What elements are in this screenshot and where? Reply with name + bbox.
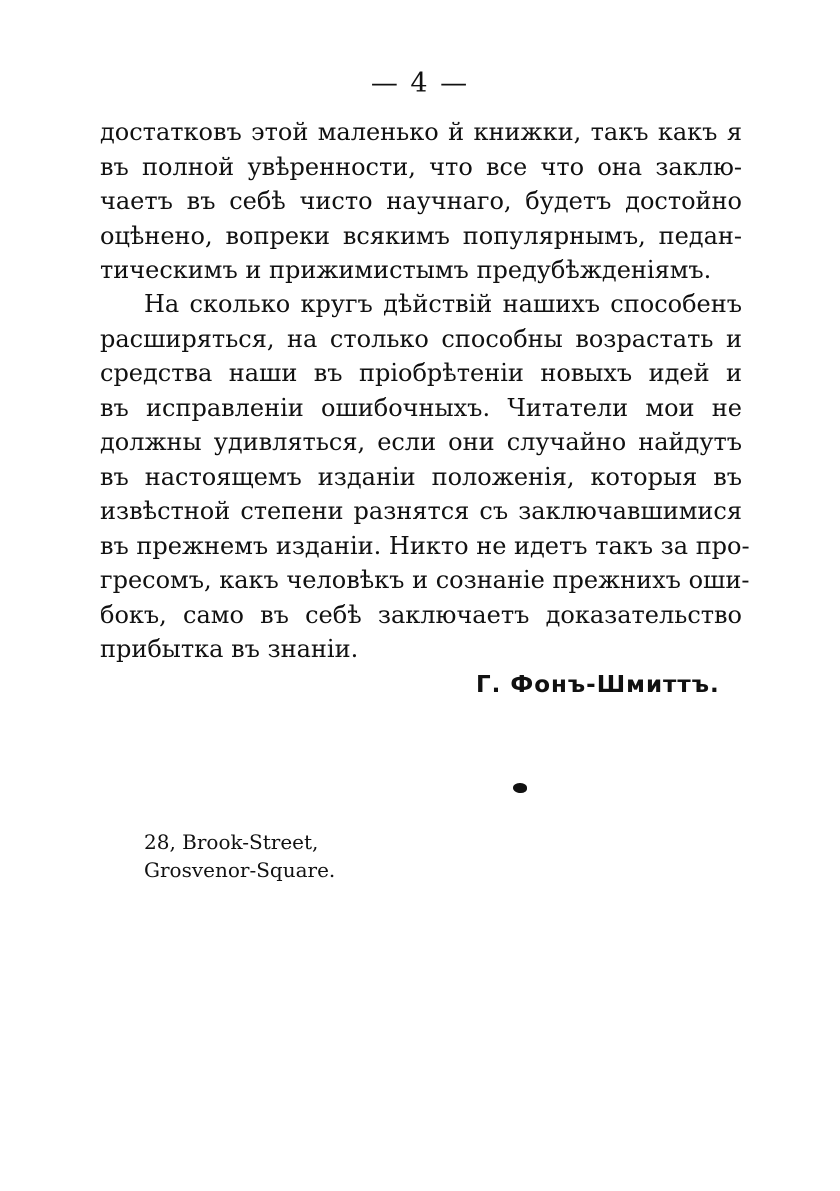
signature: Г. Фонъ-Шмиттъ. [476, 672, 720, 698]
ornament-mark [513, 783, 527, 793]
text-line: должны удивляться, если они случайно найдутъ [100, 428, 742, 456]
text-line: прибытка въ знаніи. [100, 635, 359, 663]
text-line: тическимъ и прижимистымъ предубѣжденіямъ. [100, 256, 712, 284]
page-number: — 4 — [370, 68, 470, 99]
text-line: гресомъ, какъ человѣкъ и сознаніе прежнихъ оши- [100, 566, 750, 594]
text-line: въ настоящемъ изданіи положенія, которыя въ [100, 462, 742, 491]
text-line: въ исправленіи ошибочныхъ. Читатели мои не [100, 393, 742, 422]
address-line-square: Grosvenor-Square. [144, 858, 336, 882]
paragraph-2 [100, 287, 750, 667]
address [144, 828, 335, 884]
address-line-street: 28, Brook-Street, [144, 830, 319, 854]
text-line: бокъ, само въ себѣ заключаетъ доказательство [100, 600, 742, 629]
text-line: чаетъ въ себѣ чисто научнаго, будетъ достойно [100, 187, 742, 215]
text-line: въ полной увѣренности, что все что она заклю- [100, 152, 742, 181]
text-line: оцѣнено, вопреки всякимъ популярнымъ, педан- [100, 221, 742, 250]
text-line: извѣстной степени разнятся съ заключавшимися [100, 497, 742, 525]
text-line: достатковъ этой маленько й книжки, такъ какъ я [100, 118, 742, 146]
paragraph-1 [100, 115, 742, 288]
text-line: средства наши въ пріобрѣтеніи новыхъ идей и [100, 359, 742, 387]
text-line: расширяться, на столько способны возрастать и [100, 324, 742, 353]
text-line: въ прежнемъ изданіи. Никто не идетъ такъ за про- [100, 531, 750, 560]
text-line-indented: На сколько кругъ дѣйствій нашихъ способенъ [144, 290, 742, 318]
